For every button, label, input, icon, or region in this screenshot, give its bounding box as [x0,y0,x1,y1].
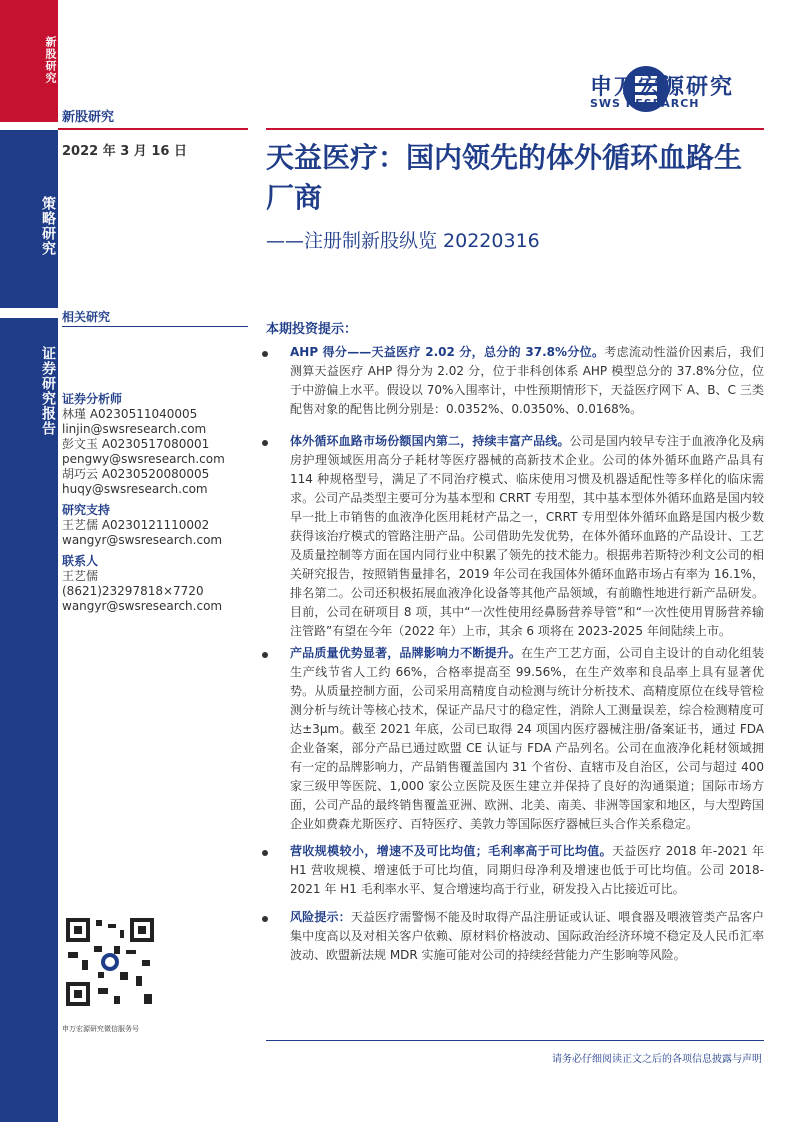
bullet-dot [262,652,268,658]
footer-disclaimer: 请务必仔细阅读正文之后的各项信息披露与声明 [552,1054,762,1065]
report-date: 2022 年 3 月 16 日 [62,144,187,159]
wechat-qr-code-icon [64,916,156,1008]
analyst-line: linjin@swsresearch.com [62,422,207,436]
sidebar-navy-block-2 [0,318,58,1122]
bullet-text: 天益医疗需警惕不能及时取得产品注册证或认证、喂食器及喂液管类产品客户集中度高以及对相关客户依赖、原材料价格波动、国际政治经济环境不稳定及人民币汇率波动、欧盟新法规 MDR 实施可能对公司的持续经营能力产生影响等风险。 [290,910,764,962]
rule-related [62,326,248,327]
analyst-line: pengwy@swsresearch.com [62,452,225,466]
bullet-item [290,908,764,965]
analyst-line: huqy@swsresearch.com [62,482,208,496]
analyst-line: 林瑾 A0230511040005 [62,407,198,421]
sidebar-top-label: 新股研究 [44,36,57,84]
bullet-key: 产品质量优势显著，品牌影响力不断提升。 [290,646,521,660]
bullet-text: 考虑流动性溢价因素后，我们测算天益医疗 AHP 得分为 2.02 分，位于非科创体系 AHP 模型总分的 37.8%分位，位于中游偏上水平。假设以 70%入围率计，中性预期情形下，天益医疗网下 A、B、C 三类配售对象的配售比例分别是：0.0352%、0.0350%、0.0168%。 [290,345,764,416]
rule-right [266,128,764,130]
investment-tips-heading: 本期投资提示： [266,322,358,337]
logo-cn: 申万宏源研究 [590,75,735,100]
bullet-text: 天益医疗 2018 年-2021 年 H1 营收规模、增速低于可比均值，同期归母净利及增速也低于可比均值。公司 2018-2021 年 H1 毛利率水平、复合增速均高于行业，研发投入占比接近可比。 [290,844,764,896]
bullet-item [290,644,764,834]
bullet-text: 公司是国内较早专注于血液净化及病房护理领域医用高分子耗材等医疗器械的高新技术企业。公司的体外循环血路产品具有 114 种规格型号，满足了不同治疗模式、临床使用习惯及机器适配性等多样化的临床需求。公司产品类型主要可分为基本型和 CRRT 专用型，其中基本型体外循环血路是国内较早一批上市销售的血液净化医用耗材产品之一，CRRT 专用型体外循环血路是国内极少数获得该治疗模式的管路注册产品。公司借助先发优势，在体外循环血路的产品设计、工艺及质量控制等方面在国内同行业中积累了领先的技术能力。根据弗若斯特沙利文公司的相关研究报告，按照销售量排名，2019 年公司在我国体外循环血路市场占有率为 16.1%，排名第二。公司还积极拓展血液净化设备等其他产品领域，有前瞻性地进行新产品研发。目前，公司在研项目 8 项，其中“一次性使用经鼻肠营养导管”和“一次性使用胃肠营养输注管路”有望在今年（2022 年）上市，其余 6 项将在 2023-2025 年间陆续上市。 [290,434,764,638]
logo-en: SWS RESEARCH [590,97,700,110]
bullet-dot [262,850,268,856]
analyst-line: 彭文玉 A0230517080001 [62,437,210,451]
category-label: 新股研究 [62,110,115,125]
bullet-dot [262,916,268,922]
contact-heading: 联系人 [62,554,99,568]
bullet-key: 体外循环血路市场份额国内第二，持续丰富产品线。 [290,434,570,448]
support-line: 王艺儒 A0230121110002 [62,518,210,532]
rule-left [58,128,248,130]
qr-caption: 申万宏源研究微信服务号 [62,1025,139,1033]
contact-line: wangyr@swsresearch.com [62,599,223,613]
report-title: 天益医疗：国内领先的体外循环血路生厂商 [266,141,743,214]
bullet-key: 风险提示： [290,910,351,924]
bullet-key: AHP 得分——天益医疗 2.02 分，总分的 37.8%分位。 [290,345,605,359]
related-research-label: 相关研究 [62,310,111,324]
bullet-item [290,842,764,899]
sidebar-mid-label: 策略研究 [40,196,56,256]
bullet-item [290,343,764,419]
contact-line: (8621)23297818×7720 [62,584,204,598]
analyst-line: 胡巧云 A0230520080005 [62,467,210,481]
bullet-item [290,432,764,641]
analyst-heading: 证券分析师 [62,392,123,406]
bullet-text: 在生产工艺方面，公司自主设计的自动化组装生产线节省人工约 66%，合格率提高至 99.56%，在生产效率和良品率上具有显著优势。从质量控制方面，公司采用高精度自动检测与统计分析技术、高精度原位在线导管检测分析与统计等核心技术，保证产品尺寸的稳定性，消除人工测量误差，综合检测精度可达±3μm。截至 2021 年底，公司已取得 24 项国内医疗器械注册/备案证书，通过 FDA 企业备案，部分产品已通过欧盟 CE 认证与 FDA 产品列名。公司在血液净化耗材领域拥有一定的品牌影响力，产品销售覆盖国内 31 个省份、直辖市及自治区，公司与超过 400 家三级甲等医院、1,000 家公立医院及医生建立并保持了良好的沟通渠道；国际市场方面，公司产品的最终销售覆盖亚洲、欧洲、北美、南美、非洲等国家和地区，与大型跨国企业如费森尤斯医疗、百特医疗、美敦力等国际医疗器械巨头合作关系稳定。 [290,646,764,831]
footer-rule [266,1040,764,1041]
contact-line: 王艺儒 [62,569,99,583]
analyst-block [62,392,225,614]
support-heading: 研究支持 [62,503,111,517]
support-line: wangyr@swsresearch.com [62,533,223,547]
bullet-key: 营收规模较小，增速不及可比均值；毛利率高于可比均值。 [290,844,613,858]
report-subtitle: ——注册制新股纵览 20220316 [266,230,540,252]
sidebar [0,0,58,1122]
bullet-dot [262,440,268,446]
bullet-dot [262,351,268,357]
sidebar-bottom-label: 证券研究报告 [40,346,56,436]
